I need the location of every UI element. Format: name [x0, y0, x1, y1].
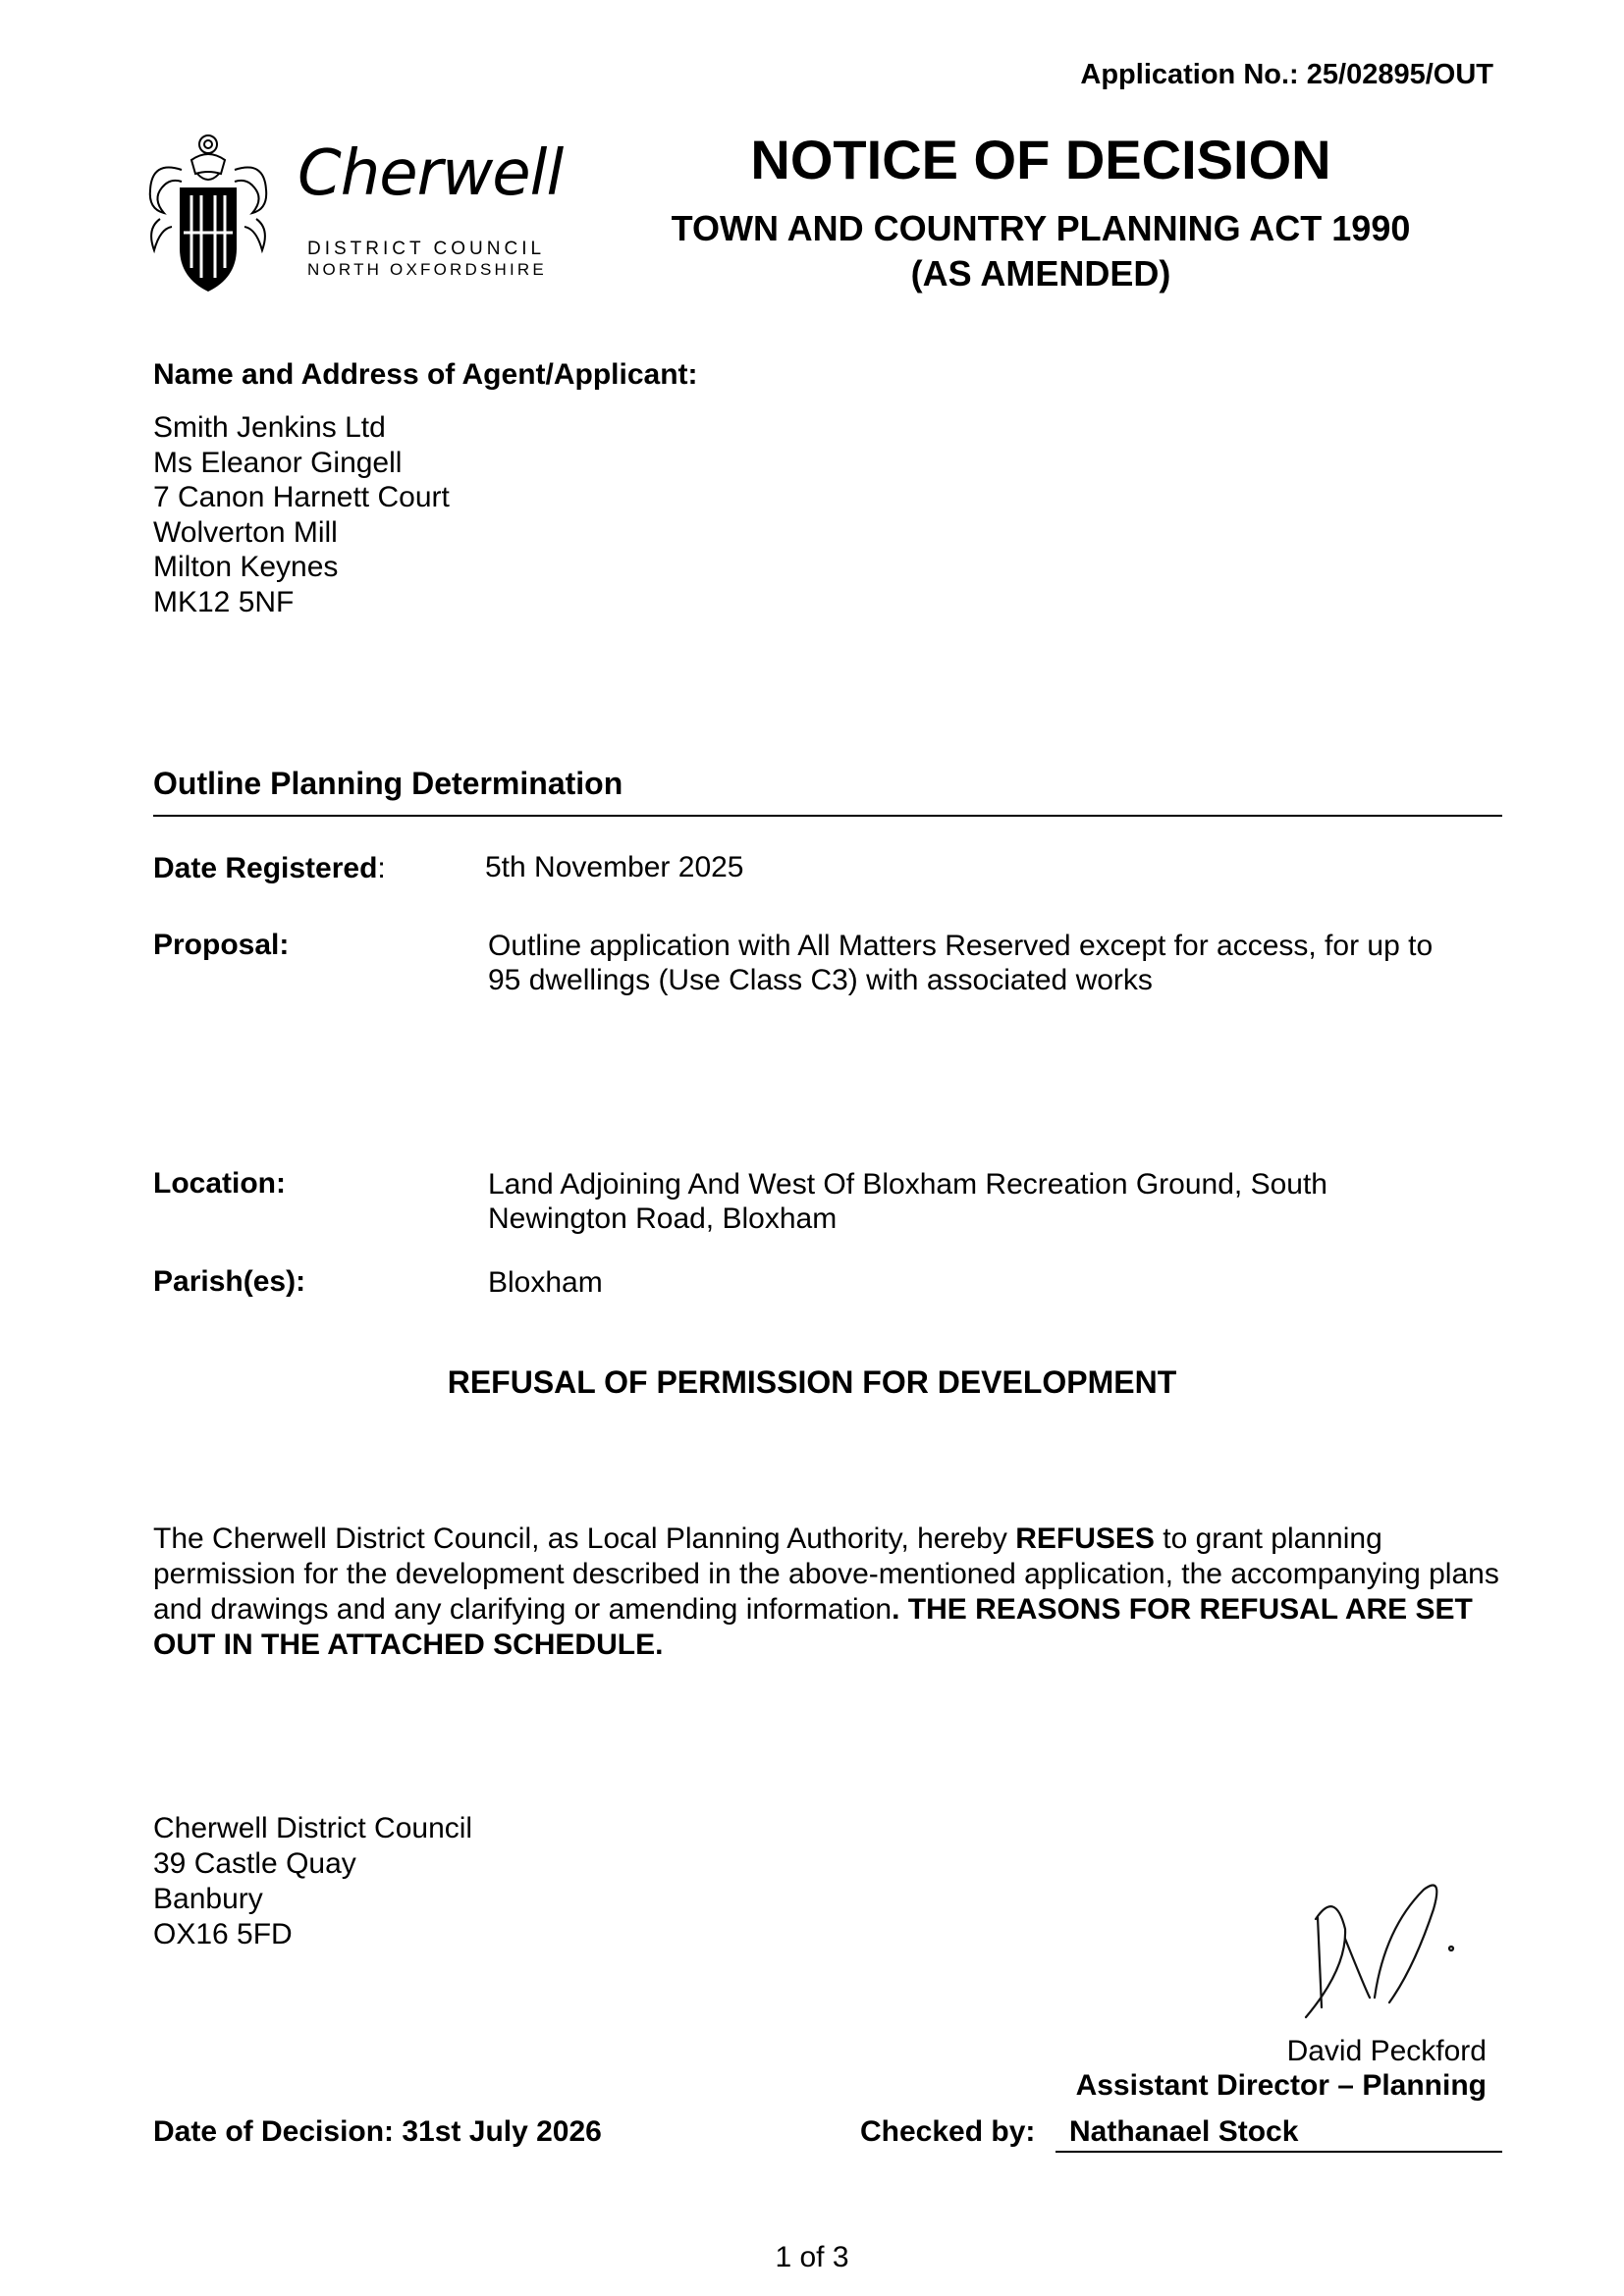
- signature-icon: [1276, 1870, 1492, 2037]
- signatory-title: Assistant Director – Planning: [1075, 2069, 1487, 2102]
- agent-address-line: Wolverton Mill: [153, 515, 338, 549]
- page-number: 1 of 3: [775, 2241, 849, 2273]
- agent-address-line: Ms Eleanor Gingell: [153, 446, 403, 479]
- location-value: Land Adjoining And West Of Bloxham Recreation Ground, South Newington Road, Bloxham: [488, 1168, 1327, 1235]
- council-address: [153, 1811, 472, 1952]
- application-number: Application No.: 25/02895/OUT: [1080, 59, 1493, 90]
- council-address-line: 39 Castle Quay: [153, 1847, 356, 1880]
- agent-heading: Name and Address of Agent/Applicant:: [153, 358, 698, 391]
- divider: [153, 815, 1502, 817]
- logo-wordmark: Cherwell: [298, 137, 564, 210]
- council-address-line: OX16 5FD: [153, 1918, 293, 1950]
- agent-address: [153, 410, 450, 619]
- agent-address-line: Milton Keynes: [153, 551, 339, 583]
- date-registered-label: Date Registered:: [153, 852, 386, 884]
- location-label: Location:: [153, 1167, 286, 1200]
- determination-type: Outline Planning Determination: [153, 766, 623, 801]
- refusal-heading: REFUSAL OF PERMISSION FOR DEVELOPMENT: [447, 1364, 1177, 1400]
- date-registered-value: 5th November 2025: [485, 851, 744, 883]
- act-title-line1: TOWN AND COUNTRY PLANNING ACT 1990: [671, 208, 1411, 248]
- signatory-name: David Peckford: [1286, 2035, 1487, 2067]
- parish-value: Bloxham: [488, 1266, 603, 1299]
- page-title: NOTICE OF DECISION: [750, 129, 1331, 190]
- proposal-label: Proposal:: [153, 929, 290, 961]
- crest-icon: [142, 131, 275, 297]
- logo-line-north-oxfordshire: NORTH OXFORDSHIRE: [307, 260, 547, 279]
- checked-by-label: Checked by:: [860, 2115, 1036, 2148]
- refusal-paragraph: The Cherwell District Council, as Local Planning Authority, hereby REFUSES to grant planning permission for the development described in the above-mentioned application, the accompanying plans and drawings and any clarifying or amending information. THE REASONS FOR REFUSAL ARE SET OUT IN THE ATTACHED SCHEDULE.: [153, 1522, 1499, 1661]
- logo-line-district-council: DISTRICT COUNCIL: [307, 239, 546, 259]
- council-address-line: Banbury: [153, 1883, 263, 1915]
- agent-address-line: 7 Canon Harnett Court: [153, 481, 450, 513]
- council-address-line: Cherwell District Council: [153, 1812, 473, 1844]
- proposal-value: Outline application with All Matters Reserved except for access, for up to 95 dwellings (Use Class C3) with associated works: [488, 930, 1434, 996]
- act-title-line2: (AS AMENDED): [910, 253, 1171, 294]
- agent-address-line: MK12 5NF: [153, 585, 295, 618]
- checked-by-value: Nathanael Stock: [1056, 2115, 1502, 2153]
- parish-label: Parish(es):: [153, 1265, 306, 1298]
- agent-address-line: Smith Jenkins Ltd: [153, 411, 386, 444]
- decision-date: Date of Decision: 31st July 2026: [153, 2115, 602, 2148]
